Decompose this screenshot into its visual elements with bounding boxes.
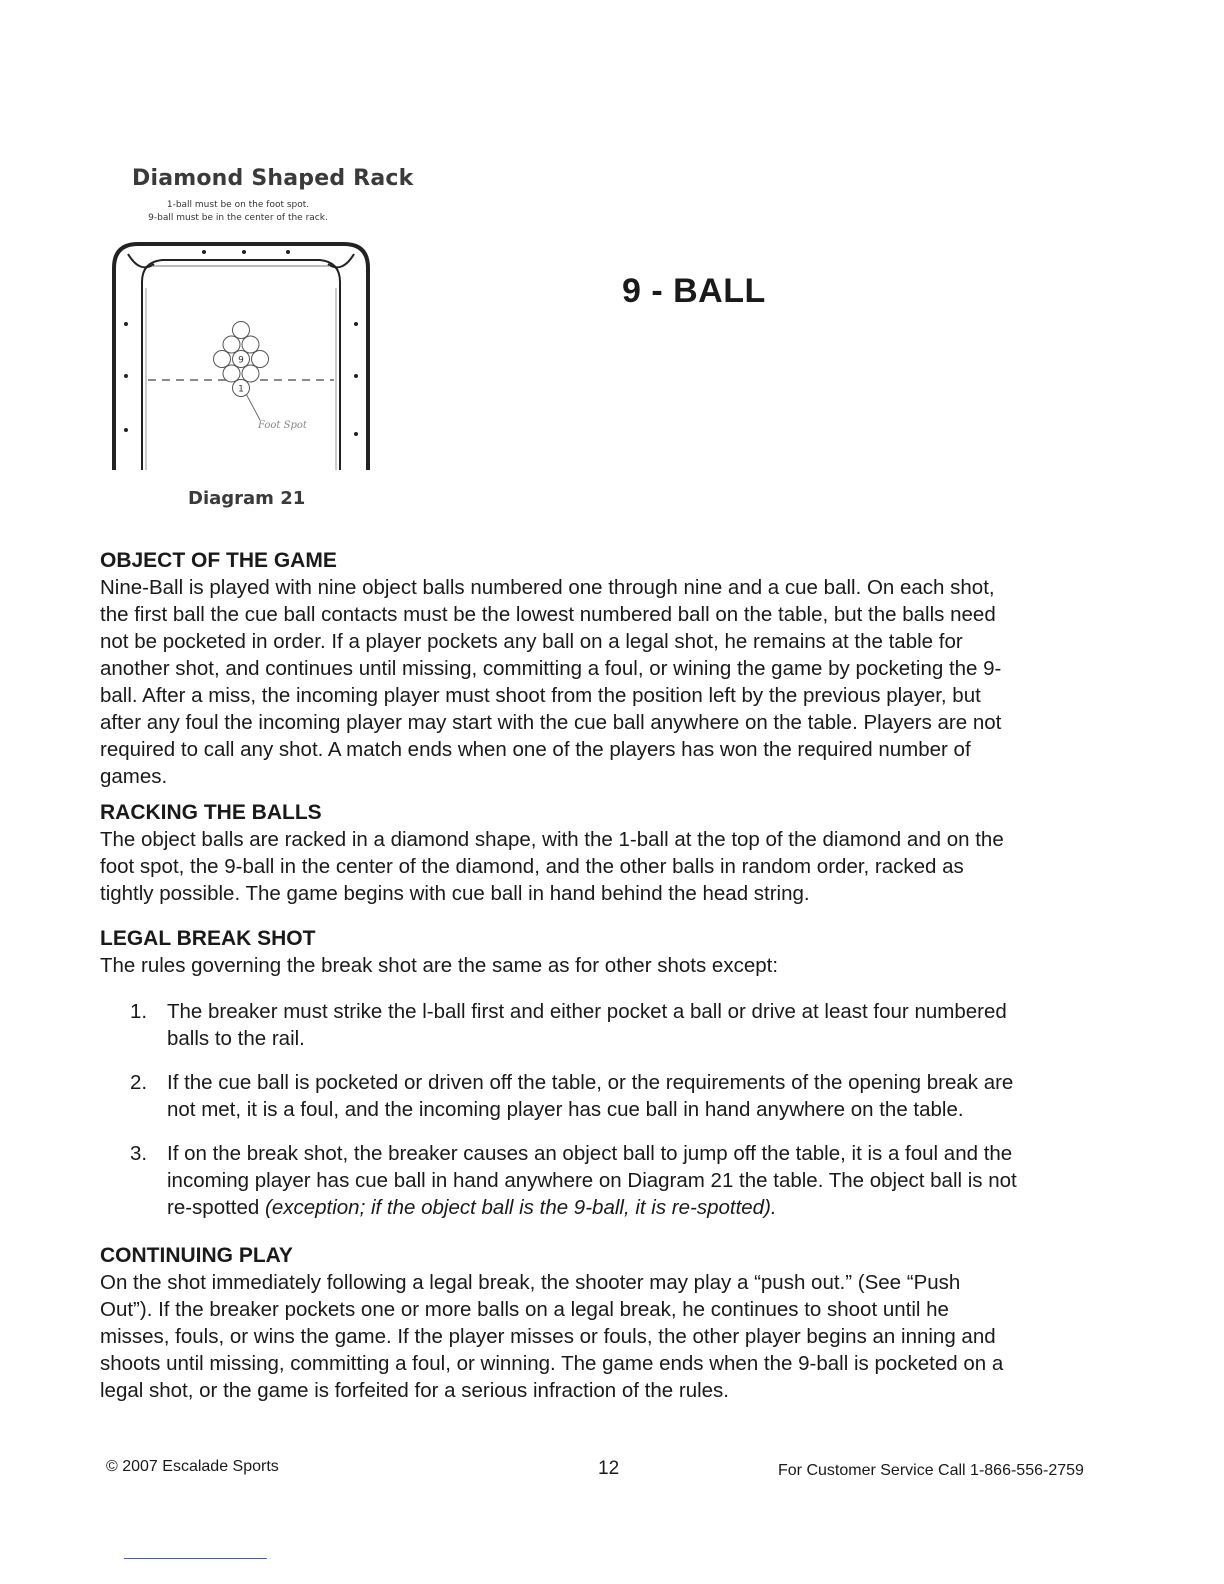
rack-ball-number: 1 xyxy=(238,384,244,395)
rack-ball xyxy=(242,336,259,353)
list-text-line: If the cue ball is pocketed or driven off the table, or the requirements of the opening break are xyxy=(167,1071,1014,1094)
paragraph-line: games. xyxy=(100,765,168,788)
paragraph-line: another shot, and continues until missing, committing a foul, or wining the game by pocketing the 9- xyxy=(100,657,1002,680)
section-object-of-the-game xyxy=(100,548,1110,790)
diagram-note-1: 1-ball must be on the foot spot. xyxy=(166,200,310,210)
diagram-title: Diamond Shaped Rack xyxy=(132,166,414,191)
paragraph-line: The object balls are racked in a diamond shape, with the 1-ball at the top of the diamond and on the xyxy=(100,828,1004,851)
list-text-line: The breaker must strike the l-ball first and either pocket a ball or drive at least four numbered xyxy=(167,1000,1007,1023)
rail-diamond xyxy=(354,322,358,326)
page-title: 9 - BALL xyxy=(622,272,766,310)
section-legal-break-shot xyxy=(100,926,1110,979)
list-item xyxy=(130,998,1110,1052)
break-rules-list xyxy=(130,998,1110,1221)
rail-diamond xyxy=(354,432,358,436)
list-item xyxy=(130,1069,1110,1123)
paragraph-line: foot spot, the 9-ball in the center of the diamond, and the other balls in random order, racked as xyxy=(100,855,964,878)
section-racking-the-balls xyxy=(100,800,1110,907)
list-text-line: balls to the rail. xyxy=(167,1027,305,1050)
footer-copyright: © 2007 Escalade Sports xyxy=(106,1458,279,1475)
list-number: 3. xyxy=(130,1142,148,1165)
rack-ball xyxy=(214,351,231,368)
section-heading: OBJECT OF THE GAME xyxy=(100,549,337,572)
pocket-left xyxy=(128,254,154,267)
paragraph-line: Out”). If the breaker pockets one or more balls on a legal break, he continues to shoot until he xyxy=(100,1298,949,1321)
paragraph-line: the first ball the cue ball contacts must be the lowest numbered ball on the table, but the balls need xyxy=(100,603,996,626)
footer-rule xyxy=(124,1558,267,1559)
list-number: 2. xyxy=(130,1071,148,1094)
paragraph-line: required to call any shot. A match ends when one of the players has won the required number of xyxy=(100,738,971,761)
list-text-italic: (exception; if the object ball is the 9-ball, it is re-spotted). xyxy=(265,1196,777,1219)
paragraph-line: ball. After a miss, the incoming player must shoot from the position left by the previous player, but xyxy=(100,684,981,707)
rack-ball xyxy=(223,365,240,382)
section-heading: RACKING THE BALLS xyxy=(100,801,322,824)
list-text-line: If on the break shot, the breaker causes an object ball to jump off the table, it is a foul and the xyxy=(167,1142,1013,1165)
list-text-plain: re-spotted xyxy=(167,1196,265,1219)
section-continuing-play xyxy=(100,1243,1110,1404)
diagram-caption: Diagram 21 xyxy=(188,488,306,509)
rack-ball xyxy=(252,351,269,368)
list-number: 1. xyxy=(130,1000,148,1023)
paragraph-line: after any foul the incoming player may start with the cue ball anywhere on the table. Players are not xyxy=(100,711,1002,734)
rack-ball xyxy=(233,322,250,339)
rail-diamond xyxy=(124,322,128,326)
paragraph-line: not be pocketed in order. If a player pockets any ball on a legal shot, he remains at the table for xyxy=(100,630,963,653)
pocket-right xyxy=(328,254,354,267)
section-heading: LEGAL BREAK SHOT xyxy=(100,927,316,950)
rail-diamond xyxy=(202,250,206,254)
paragraph-line: shoots until missing, committing a foul, or winning. The game ends when the 9-ball is pocketed on a xyxy=(100,1352,1004,1375)
pool-table-diagram xyxy=(108,238,374,474)
rack-ball-number: 9 xyxy=(238,355,244,366)
paragraph-line: On the shot immediately following a legal break, the shooter may play a “push out.” (See “Push xyxy=(100,1271,961,1294)
paragraph-line: tightly possible. The game begins with cue ball in hand behind the head string. xyxy=(100,882,810,905)
list-text-line: incoming player has cue ball in hand anywhere on Diagram 21 the table. The object ball is not xyxy=(167,1169,1017,1192)
footer-page-number: 12 xyxy=(598,1458,620,1479)
rail-diamond xyxy=(242,250,246,254)
paragraph-line: The rules governing the break shot are the same as for other shots except: xyxy=(100,954,779,977)
rack-ball xyxy=(242,365,259,382)
foot-spot-label: Foot Spot xyxy=(258,420,307,431)
rack-balls xyxy=(214,322,269,397)
paragraph-line: legal shot, or the game is forfeited for a serious infraction of the rules. xyxy=(100,1379,729,1402)
rail-diamond xyxy=(124,374,128,378)
diagram-note-2: 9-ball must be in the center of the rack. xyxy=(148,213,328,223)
footer-customer-service: For Customer Service Call 1-866-556-2759 xyxy=(778,1462,1084,1479)
rail-diamond xyxy=(354,374,358,378)
list-item xyxy=(130,1140,1110,1221)
rail-diamond xyxy=(286,250,290,254)
list-text-line: not met, it is a foul, and the incoming player has cue ball in hand anywhere on the table. xyxy=(167,1098,964,1121)
rack-ball xyxy=(223,336,240,353)
paragraph-line: Nine-Ball is played with nine object balls numbered one through nine and a cue ball. On each shot, xyxy=(100,576,995,599)
rail-diamond xyxy=(124,428,128,432)
list-text-line xyxy=(167,1194,1110,1221)
paragraph-line: misses, fouls, or wins the game. If the player misses or fouls, the other player begins an inning and xyxy=(100,1325,996,1348)
section-heading: CONTINUING PLAY xyxy=(100,1244,293,1267)
